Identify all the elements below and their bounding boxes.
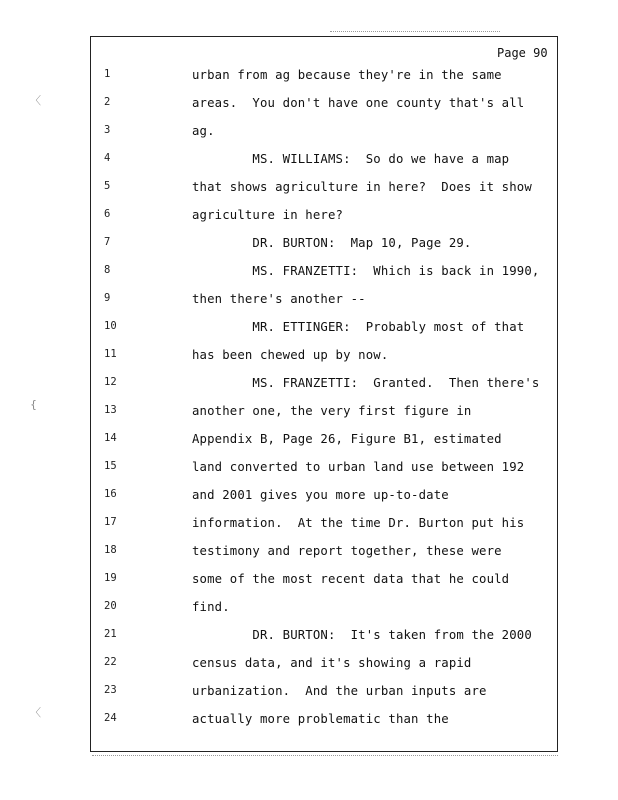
line-number: 20 bbox=[104, 600, 117, 612]
line-text: then there's another -- bbox=[192, 292, 366, 306]
line-number: 6 bbox=[104, 208, 111, 220]
line-text: areas. You don't have one county that's all bbox=[192, 96, 525, 110]
line-number: 14 bbox=[104, 432, 117, 444]
line-number: 21 bbox=[104, 628, 117, 640]
margin-mark: 〈 bbox=[30, 94, 41, 107]
line-text: land converted to urban land use between 192 bbox=[192, 460, 525, 474]
line-number: 4 bbox=[104, 152, 111, 164]
line-number: 22 bbox=[104, 656, 117, 668]
line-text: another one, the very first figure in bbox=[192, 404, 472, 418]
line-text: MS. FRANZETTI: Granted. Then there's bbox=[192, 376, 540, 390]
page-number: Page 90 bbox=[497, 46, 548, 60]
line-text: Appendix B, Page 26, Figure B1, estimated bbox=[192, 432, 502, 446]
line-text: and 2001 gives you more up-to-date bbox=[192, 488, 449, 502]
line-text: information. At the time Dr. Burton put his bbox=[192, 516, 525, 530]
line-text: some of the most recent data that he could bbox=[192, 572, 510, 586]
scan-artifact-top bbox=[330, 31, 500, 32]
line-text: DR. BURTON: It's taken from the 2000 bbox=[192, 628, 532, 642]
scan-artifact-bottom bbox=[92, 755, 558, 756]
margin-mark: 〈 bbox=[30, 706, 41, 719]
line-text: MS. WILLIAMS: So do we have a map bbox=[192, 152, 510, 166]
line-number: 18 bbox=[104, 544, 117, 556]
line-number: 11 bbox=[104, 348, 117, 360]
line-text: ag. bbox=[192, 124, 215, 138]
line-number: 5 bbox=[104, 180, 111, 192]
line-text: has been chewed up by now. bbox=[192, 348, 389, 362]
line-number: 10 bbox=[104, 320, 117, 332]
line-number: 1 bbox=[104, 68, 111, 80]
line-text: that shows agriculture in here? Does it show bbox=[192, 180, 532, 194]
margin-mark: { bbox=[30, 398, 37, 411]
line-text: urban from ag because they're in the same bbox=[192, 68, 502, 82]
line-number: 19 bbox=[104, 572, 117, 584]
line-number: 13 bbox=[104, 404, 117, 416]
transcript-page-frame bbox=[90, 36, 558, 752]
line-number: 23 bbox=[104, 684, 117, 696]
line-number: 17 bbox=[104, 516, 117, 528]
line-text: census data, and it's showing a rapid bbox=[192, 656, 472, 670]
line-number: 7 bbox=[104, 236, 111, 248]
line-number: 9 bbox=[104, 292, 111, 304]
line-text: DR. BURTON: Map 10, Page 29. bbox=[192, 236, 472, 250]
line-number: 12 bbox=[104, 376, 117, 388]
line-text: testimony and report together, these were bbox=[192, 544, 502, 558]
line-number: 24 bbox=[104, 712, 117, 724]
line-text: actually more problematic than the bbox=[192, 712, 449, 726]
line-text: MS. FRANZETTI: Which is back in 1990, bbox=[192, 264, 540, 278]
line-text: agriculture in here? bbox=[192, 208, 344, 222]
line-number: 2 bbox=[104, 96, 111, 108]
line-number: 3 bbox=[104, 124, 111, 136]
line-text: MR. ETTINGER: Probably most of that bbox=[192, 320, 525, 334]
line-number: 15 bbox=[104, 460, 117, 472]
line-text: find. bbox=[192, 600, 230, 614]
line-text: urbanization. And the urban inputs are bbox=[192, 684, 487, 698]
line-number: 16 bbox=[104, 488, 117, 500]
line-number: 8 bbox=[104, 264, 111, 276]
